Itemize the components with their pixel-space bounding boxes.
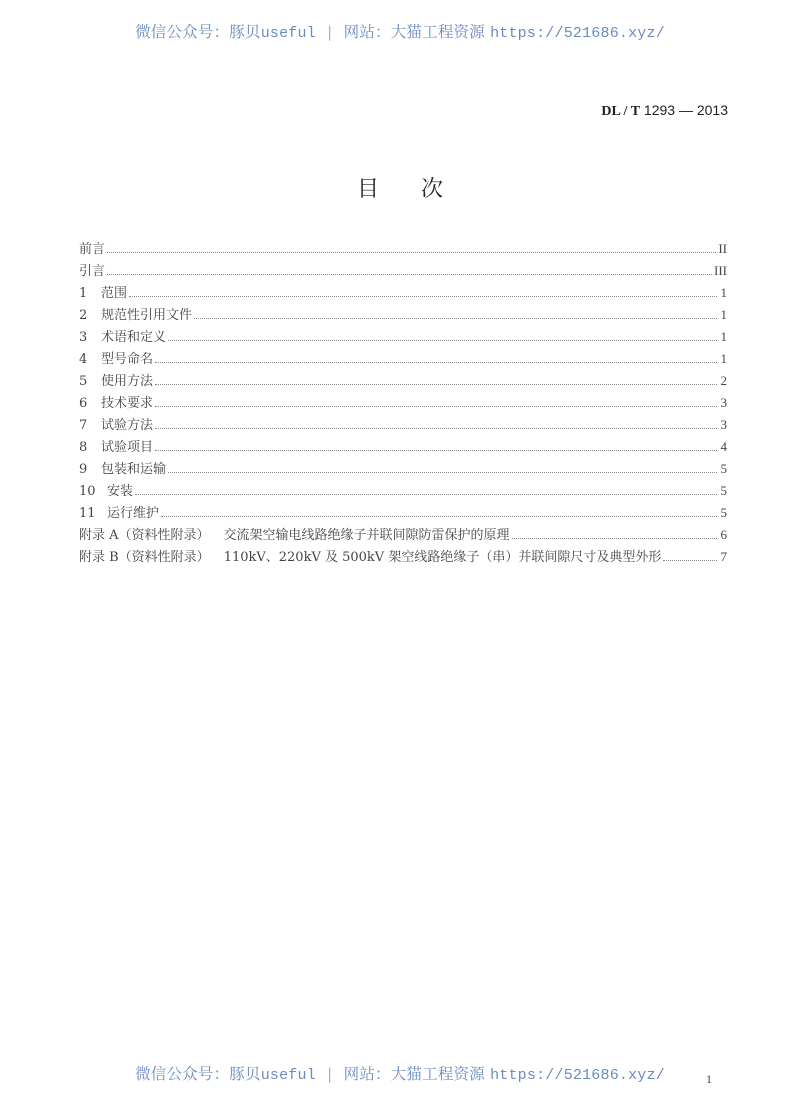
- dot-leader: [161, 515, 717, 517]
- dot-leader: [129, 295, 717, 297]
- toc-page: 5: [720, 505, 727, 520]
- dot-leader: [155, 383, 717, 385]
- toc-label: 试验项目: [101, 440, 154, 455]
- dot-leader: [135, 493, 717, 495]
- toc-entry-8[interactable]: [79, 436, 727, 458]
- watermark-wechat-label: 微信公众号：豚贝: [135, 23, 261, 41]
- dot-leader: [155, 361, 717, 363]
- dot-leader: [107, 273, 712, 275]
- toc-page: 5: [720, 461, 727, 476]
- toc-label: 110kV、220kV 及 500kV 架空线路绝缘子（串）并联间隙尺寸及典型外形: [223, 550, 662, 565]
- toc-entry-1[interactable]: [79, 282, 727, 304]
- dot-leader: [168, 471, 717, 473]
- toc-label: 型号命名: [101, 352, 154, 367]
- watermark-site-url[interactable]: https://521686.xyz/: [490, 25, 665, 42]
- toc-number: 7: [79, 418, 88, 433]
- toc-label: 范围: [101, 286, 128, 301]
- toc-appendix-prefix: 附录 A（资料性附录）: [79, 528, 210, 543]
- dot-leader: [155, 427, 717, 429]
- standard-prefix: DL / T: [601, 104, 641, 119]
- toc-label: 包装和运输: [101, 462, 167, 477]
- toc-label: 规范性引用文件: [101, 308, 193, 323]
- table-of-contents: [79, 238, 727, 568]
- toc-entry-2[interactable]: [79, 304, 727, 326]
- toc-label: 术语和定义: [101, 330, 167, 345]
- toc-page: 2: [720, 373, 727, 388]
- toc-number: 1: [79, 286, 88, 301]
- toc-label: 引言: [79, 264, 106, 279]
- toc-page: III: [714, 263, 727, 278]
- toc-entry-6[interactable]: [79, 392, 727, 414]
- toc-page: 1: [720, 351, 727, 366]
- toc-page: 3: [720, 417, 727, 432]
- toc-appendix-prefix: 附录 B（资料性附录）: [79, 550, 210, 565]
- toc-number: 5: [79, 374, 88, 389]
- toc-entry-4[interactable]: [79, 348, 727, 370]
- toc-number: 9: [79, 462, 88, 477]
- dot-leader: [194, 317, 717, 319]
- watermark-separator: |: [327, 1065, 333, 1083]
- toc-number: 11: [79, 506, 96, 521]
- toc-page: 7: [720, 549, 727, 564]
- toc-page: 6: [720, 527, 727, 542]
- watermark-site-label: 网站：大猫工程资源: [343, 1065, 485, 1083]
- toc-number: 8: [79, 440, 88, 455]
- toc-entry-9[interactable]: [79, 458, 727, 480]
- dot-leader: [155, 405, 717, 407]
- toc-page: II: [718, 241, 727, 256]
- watermark-wechat-name: useful: [260, 1067, 316, 1084]
- toc-entry-11[interactable]: [79, 502, 727, 524]
- watermark-wechat-label: 微信公众号：豚贝: [135, 1065, 261, 1083]
- toc-entry-10[interactable]: [79, 480, 727, 502]
- toc-label: 前言: [79, 242, 106, 257]
- toc-label: 安装: [107, 484, 134, 499]
- watermark-site-url[interactable]: https://521686.xyz/: [490, 1067, 665, 1084]
- watermark-separator: |: [327, 23, 333, 41]
- dot-leader: [168, 339, 717, 341]
- toc-entry-foreword[interactable]: [79, 238, 727, 260]
- toc-entry-5[interactable]: [79, 370, 727, 392]
- dot-leader: [512, 537, 717, 539]
- toc-label: 技术要求: [101, 396, 154, 411]
- toc-number: 4: [79, 352, 88, 367]
- toc-page: 1: [720, 329, 727, 344]
- standard-number: 1293 — 2013: [643, 102, 728, 118]
- toc-page: 5: [720, 483, 727, 498]
- page-title: 目次: [356, 177, 485, 202]
- toc-number: 6: [79, 396, 88, 411]
- toc-number: 3: [79, 330, 88, 345]
- toc-page: 1: [720, 307, 727, 322]
- toc-label: 交流架空输电线路绝缘子并联间隙防雷保护的原理: [223, 528, 510, 543]
- toc-label: 使用方法: [101, 374, 154, 389]
- toc-entry-introduction[interactable]: [79, 260, 727, 282]
- toc-number: 10: [79, 484, 96, 499]
- watermark-top: [0, 20, 800, 42]
- toc-page: 4: [720, 439, 727, 454]
- watermark-bottom: [0, 1062, 800, 1084]
- toc-page: 3: [720, 395, 727, 410]
- toc-number: 2: [79, 308, 88, 323]
- standard-code: [601, 102, 728, 120]
- dot-leader: [107, 251, 716, 253]
- toc-entry-7[interactable]: [79, 414, 727, 436]
- page-number: 1: [706, 1072, 712, 1086]
- dot-leader: [155, 449, 717, 451]
- watermark-wechat-name: useful: [260, 25, 316, 42]
- toc-entry-appendix-a[interactable]: [79, 524, 727, 546]
- watermark-site-label: 网站：大猫工程资源: [343, 23, 485, 41]
- toc-page: 1: [720, 285, 727, 300]
- toc-label: 试验方法: [101, 418, 154, 433]
- toc-entry-3[interactable]: [79, 326, 727, 348]
- toc-entry-appendix-b[interactable]: [79, 546, 727, 568]
- dot-leader: [663, 559, 717, 561]
- toc-label: 运行维护: [107, 506, 160, 521]
